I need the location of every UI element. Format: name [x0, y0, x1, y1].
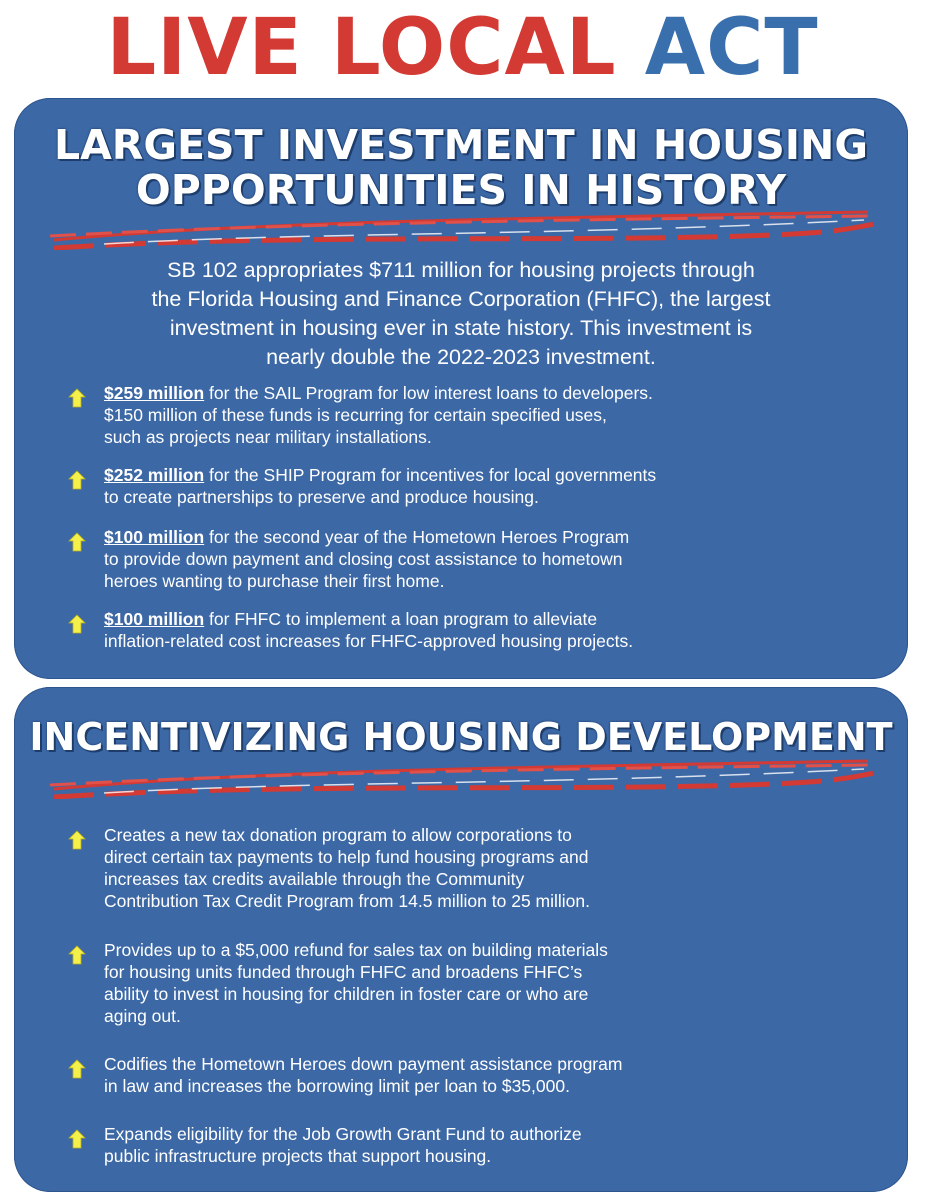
bullet-line: heroes wanting to purchase their first home. — [104, 571, 445, 591]
bullet-text — [104, 1123, 864, 1167]
bullet-line: Expands eligibility for the Job Growth Grant Fund to authorize — [104, 1124, 582, 1144]
intro-line: nearly double the 2022-2023 investment. — [266, 345, 656, 369]
squiggle-divider — [44, 759, 878, 799]
investment-intro — [54, 256, 868, 372]
bullet-line: for the SAIL Program for low interest loans to developers. — [204, 383, 653, 403]
title-live-local: LIVE LOCAL — [106, 3, 617, 93]
bullet-line: for FHFC to implement a loan program to alleviate — [204, 609, 598, 629]
title-act: ACT — [644, 3, 819, 93]
amount-label: $100 million — [104, 609, 205, 629]
incentives-panel — [14, 687, 908, 1192]
bullet-line: $150 million of these funds is recurring for certain specified uses, — [104, 405, 607, 425]
bullet-text — [104, 382, 864, 448]
intro-line: SB 102 appropriates $711 million for housing projects through — [167, 258, 755, 282]
bullet-line: Provides up to a $5,000 refund for sales tax on building materials — [104, 940, 608, 960]
bullet-line: inflation-related cost increases for FHFC-approved housing projects. — [104, 631, 634, 651]
intro-line: investment in housing ever in state history. This investment is — [169, 316, 753, 340]
house-arrow-icon — [68, 532, 86, 552]
bullet-line: for the SHIP Program for incentives for local governments — [204, 465, 657, 485]
bullet-text — [104, 464, 864, 508]
amount-label: $252 million — [104, 465, 205, 485]
house-arrow-icon — [68, 614, 86, 634]
house-arrow-icon — [68, 470, 86, 490]
bullet-line: ability to invest in housing for children in foster care or who are — [104, 984, 589, 1004]
investment-heading-line1: LARGEST INVESTMENT IN HOUSING — [53, 121, 869, 169]
bullet-line: such as projects near military installations. — [104, 427, 432, 447]
bullet-line: aging out. — [104, 1006, 181, 1026]
bullet-text — [104, 939, 864, 1027]
house-arrow-icon — [68, 830, 86, 850]
investment-heading — [14, 123, 908, 213]
bullet-line: for housing units funded through FHFC and broadens FHFC’s — [104, 962, 583, 982]
investment-heading-line2: OPPORTUNITIES IN HISTORY — [135, 166, 787, 214]
investment-panel — [14, 98, 908, 679]
bullet-text — [104, 608, 864, 652]
incentives-heading: INCENTIVIZING HOUSING DEVELOPMENT — [29, 715, 893, 759]
bullet-line: increases tax credits available through the Community — [104, 869, 525, 889]
intro-line: the Florida Housing and Finance Corporation (FHFC), the largest — [151, 287, 771, 311]
house-arrow-icon — [68, 1059, 86, 1079]
bullet-line: Contribution Tax Credit Program from 14.5 million to 25 million. — [104, 891, 590, 911]
amount-label: $259 million — [104, 383, 205, 403]
house-arrow-icon — [68, 1129, 86, 1149]
amount-label: $100 million — [104, 527, 205, 547]
bullet-line: public infrastructure projects that support housing. — [104, 1146, 492, 1166]
page-title — [0, 2, 925, 94]
bullet-line: direct certain tax payments to help fund housing programs and — [104, 847, 589, 867]
bullet-line: Creates a new tax donation program to allow corporations to — [104, 825, 572, 845]
bullet-line: in law and increases the borrowing limit per loan to $35,000. — [104, 1076, 570, 1096]
bullet-text — [104, 526, 864, 592]
bullet-line: to provide down payment and closing cost assistance to hometown — [104, 549, 623, 569]
bullet-line: for the second year of the Hometown Heroes Program — [204, 527, 630, 547]
bullet-line: Codifies the Hometown Heroes down payment assistance program — [104, 1054, 623, 1074]
house-arrow-icon — [68, 388, 86, 408]
bullet-line: to create partnerships to preserve and produce housing. — [104, 487, 539, 507]
squiggle-divider — [44, 210, 878, 250]
bullet-text — [104, 1053, 864, 1097]
bullet-text — [104, 824, 864, 912]
house-arrow-icon — [68, 945, 86, 965]
